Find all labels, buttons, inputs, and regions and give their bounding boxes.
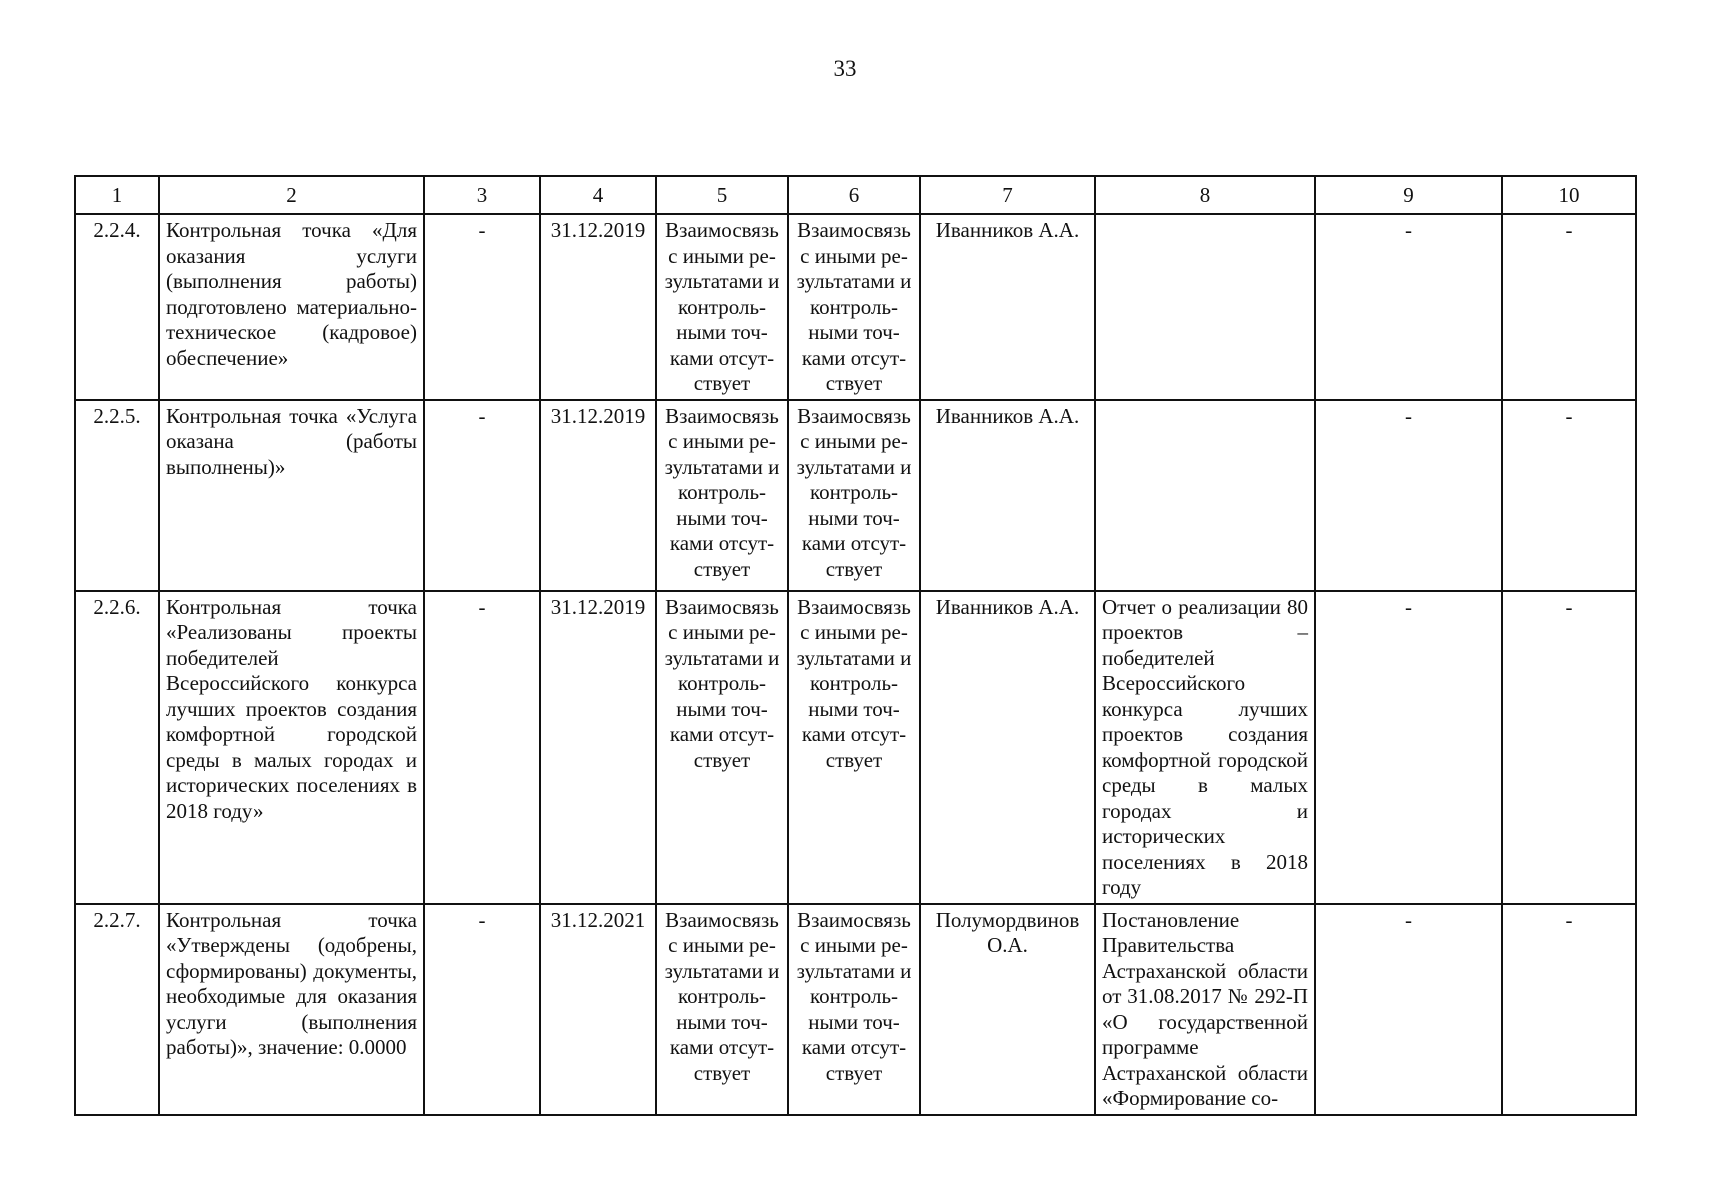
column-header: 2: [159, 176, 424, 214]
col10-value: -: [1502, 904, 1636, 1115]
col9-value: -: [1315, 400, 1502, 591]
table-row: [75, 591, 1636, 904]
control-point-name: Контрольная точка «Услуга оказана (работы выполнены)»: [159, 400, 424, 591]
responsible-person: Иванников А.А.: [920, 591, 1095, 904]
control-point-name: Контрольная точка «Реализованы проекты победителей Всероссийского конкурса лучших проектов создания комфортной городской среды в малых городах и исторических поселениях в 2018 году»: [159, 591, 424, 904]
column-header: 4: [540, 176, 656, 214]
column-header: 8: [1095, 176, 1315, 214]
col3-value: -: [424, 214, 540, 400]
col3-value: -: [424, 904, 540, 1115]
successor-relation: Взаимосвязь с иными ре- зультатами и контроль- ными точ- ками отсут- ствует: [788, 904, 920, 1115]
column-header: 10: [1502, 176, 1636, 214]
column-header: 1: [75, 176, 159, 214]
table-row: [75, 214, 1636, 400]
successor-relation: Взаимосвязь с иными ре- зультатами и контроль- ными точ- ками отсут- ствует: [788, 591, 920, 904]
due-date: 31.12.2021: [540, 904, 656, 1115]
col3-value: -: [424, 400, 540, 591]
col10-value: -: [1502, 591, 1636, 904]
column-header: 5: [656, 176, 788, 214]
due-date: 31.12.2019: [540, 400, 656, 591]
responsible-person: Иванников А.А.: [920, 214, 1095, 400]
column-header: 7: [920, 176, 1095, 214]
row-number: 2.2.5.: [75, 400, 159, 591]
page-number: 33: [833, 56, 857, 81]
successor-relation: Взаимосвязь с иными ре- зультатами и контроль- ными точ- ками отсут- ствует: [788, 214, 920, 400]
result-document: Отчет о реализации 80 проектов – победителей Всероссийского конкурса лучших проектов создания комфортной городской среды в малых городах и исторических поселениях в 2018 году: [1095, 591, 1315, 904]
control-points-table: [74, 175, 1637, 1116]
predecessor-relation: Взаимосвязь с иными ре- зультатами и контроль- ными точ- ками отсут- ствует: [656, 214, 788, 400]
col9-value: -: [1315, 904, 1502, 1115]
result-document: [1095, 214, 1315, 400]
col3-value: -: [424, 591, 540, 904]
due-date: 31.12.2019: [540, 214, 656, 400]
table-row: [75, 904, 1636, 1115]
control-point-name: Контрольная точка «Для оказания услуги (выполнения работы) подготовлено материально-техническое (кадровое) обеспечение»: [159, 214, 424, 400]
col10-value: -: [1502, 214, 1636, 400]
result-document: [1095, 400, 1315, 591]
control-point-name: Контрольная точка «Утверждены (одобрены, сформированы) документы, необходимые для оказания услуги (выполнения работы)», значение: 0.0000: [159, 904, 424, 1115]
due-date: 31.12.2019: [540, 591, 656, 904]
predecessor-relation: Взаимосвязь с иными ре- зультатами и контроль- ными точ- ками отсут- ствует: [656, 591, 788, 904]
responsible-person: Полумордвинов О.А.: [920, 904, 1095, 1115]
column-header: 9: [1315, 176, 1502, 214]
predecessor-relation: Взаимосвязь с иными ре- зультатами и контроль- ными точ- ками отсут- ствует: [656, 904, 788, 1115]
col9-value: -: [1315, 591, 1502, 904]
row-number: 2.2.7.: [75, 904, 159, 1115]
responsible-person: Иванников А.А.: [920, 400, 1095, 591]
successor-relation: Взаимосвязь с иными ре- зультатами и контроль- ными точ- ками отсут- ствует: [788, 400, 920, 591]
col9-value: -: [1315, 214, 1502, 400]
row-number: 2.2.6.: [75, 591, 159, 904]
col10-value: -: [1502, 400, 1636, 591]
predecessor-relation: Взаимосвязь с иными ре- зультатами и контроль- ными точ- ками отсут- ствует: [656, 400, 788, 591]
header-row: [75, 176, 1636, 214]
row-number: 2.2.4.: [75, 214, 159, 400]
table-row: [75, 400, 1636, 591]
column-header: 6: [788, 176, 920, 214]
result-document: Постановление Правительства Астраханской области от 31.08.2017 № 292-П «О государственной программе Астраханской области «Формирование со-: [1095, 904, 1315, 1115]
column-header: 3: [424, 176, 540, 214]
